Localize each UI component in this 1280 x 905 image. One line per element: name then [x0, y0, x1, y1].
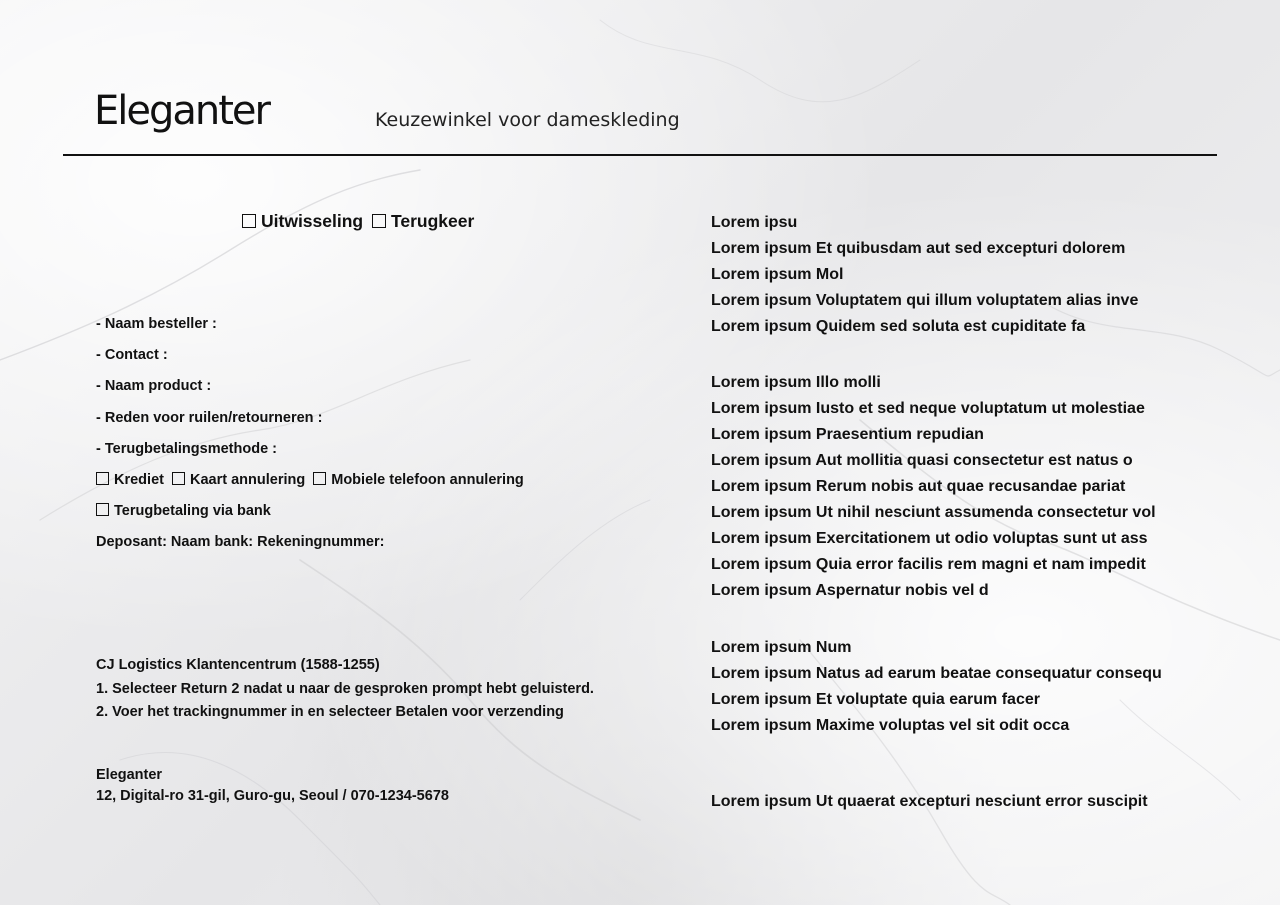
notes-group-4	[711, 789, 1148, 815]
deposit-line: Deposant: Naam bank: Rekeningnummer:	[96, 534, 385, 551]
note-line: Lorem ipsum Natus ad earum beatae consequatur consequ	[711, 665, 1162, 682]
card-cancel-checkbox[interactable]	[172, 472, 185, 485]
brand-logo: Eleganter	[94, 88, 269, 134]
note-line: Lorem ipsum Aspernatur nobis vel d	[711, 582, 989, 599]
tagline: Keuzewinkel voor dameskleding	[375, 109, 680, 131]
logistics-info	[96, 654, 594, 725]
note-line: Lorem ipsum Praesentium repudian	[711, 426, 984, 443]
note-line: Lorem ipsum Quidem sed soluta est cupiditate fa	[711, 318, 1086, 335]
note-line: Lorem ipsu	[711, 214, 798, 231]
note-line: Lorem ipsum Illo molli	[711, 374, 881, 391]
note-line: Lorem ipsum Num	[711, 639, 852, 656]
note-line: Lorem ipsum Aut mollitia quasi consectetur est natus o	[711, 452, 1133, 469]
return-form	[96, 314, 524, 564]
note-line: Lorem ipsum Voluptatem qui illum voluptatem alias inve	[711, 292, 1139, 309]
card-cancel-label: Kaart annulering	[190, 471, 306, 488]
note-line: Lorem ipsum Et voluptate quia earum facer	[711, 691, 1040, 708]
company-name: Eleganter	[96, 767, 163, 783]
exchange-label: Uitwisseling	[261, 211, 364, 231]
note-line: Lorem ipsum Et quibusdam aut sed excepturi dolorem	[711, 240, 1126, 257]
bank-refund-row	[96, 501, 524, 532]
refund-options-row	[96, 470, 524, 501]
logistics-center: CJ Logistics Klantencentrum (1588-1255)	[96, 657, 380, 673]
notes-group-1	[711, 210, 1138, 340]
company-address: 12, Digital-ro 31-gil, Guro-gu, Seoul / 070-1234-5678	[96, 788, 449, 804]
return-checkbox[interactable]	[372, 214, 386, 228]
note-line: Lorem ipsum Exercitationem ut odio voluptas sunt ut ass	[711, 530, 1148, 547]
logistics-step-1: 1. Selecteer Return 2 nadat u naar de gesproken prompt hebt geluisterd.	[96, 680, 594, 697]
note-line: Lorem ipsum Mol	[711, 266, 844, 283]
contact-field: - Contact :	[96, 347, 168, 364]
orderer-name-field: - Naam besteller :	[96, 316, 217, 332]
request-type-options	[242, 211, 474, 232]
mobile-cancel-checkbox[interactable]	[313, 472, 326, 485]
note-line: Lorem ipsum Maxime voluptas vel sit odit occa	[711, 717, 1070, 734]
notes-group-3	[711, 635, 1162, 739]
bank-refund-label: Terugbetaling via bank	[114, 503, 271, 520]
note-line: Lorem ipsum Ut quaerat excepturi nesciunt error suscipit	[711, 793, 1148, 810]
reason-field: - Reden voor ruilen/retourneren :	[96, 409, 323, 426]
header-divider	[63, 154, 1217, 156]
credit-checkbox[interactable]	[96, 472, 109, 485]
product-name-field: - Naam product :	[96, 378, 212, 395]
note-line: Lorem ipsum Iusto et sed neque voluptatum ut molestiae	[711, 400, 1145, 417]
return-label: Terugkeer	[390, 211, 475, 231]
bank-refund-checkbox[interactable]	[96, 503, 109, 516]
note-line: Lorem ipsum Quia error facilis rem magni et nam impedit	[711, 556, 1146, 573]
logistics-step-2: 2. Voer het trackingnummer in en selecteer Betalen voor verzending	[96, 704, 564, 720]
exchange-checkbox[interactable]	[242, 214, 256, 228]
company-info	[96, 765, 449, 807]
note-line: Lorem ipsum Rerum nobis aut quae recusandae pariat	[711, 478, 1126, 495]
notes-group-2	[711, 370, 1156, 604]
note-line: Lorem ipsum Ut nihil nesciunt assumenda consectetur vol	[711, 504, 1156, 521]
refund-method-field: - Terugbetalingsmethode :	[96, 440, 277, 457]
credit-label: Krediet	[114, 471, 164, 488]
mobile-cancel-label: Mobiele telefoon annulering	[331, 471, 524, 488]
